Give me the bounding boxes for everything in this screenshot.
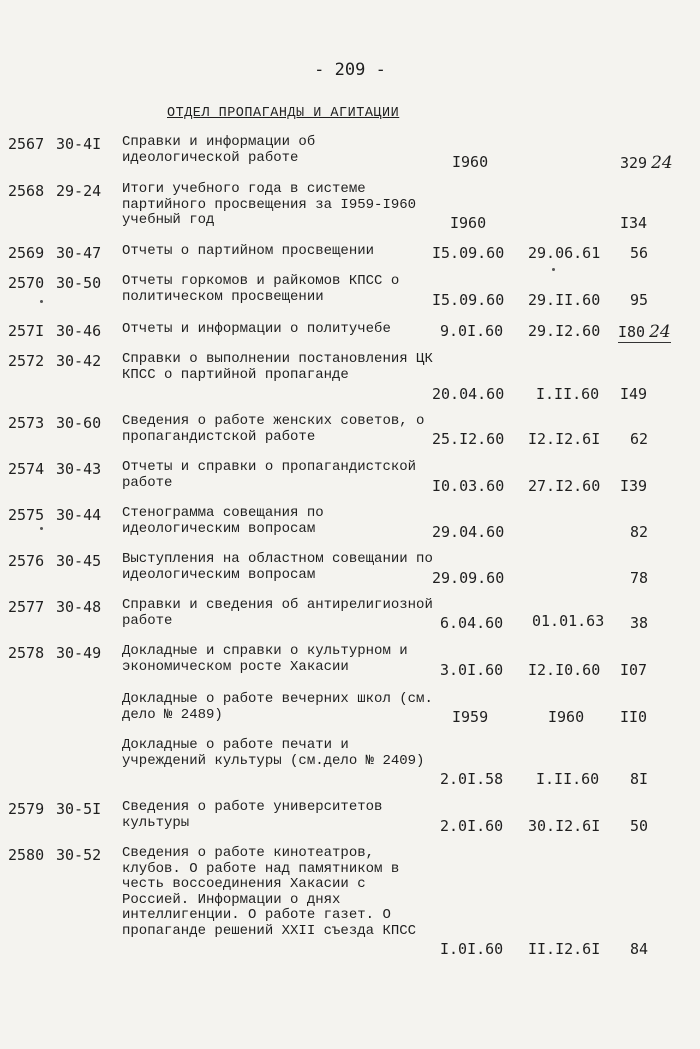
scan-speck [40, 300, 43, 303]
leaf-count: 329 24 [620, 153, 673, 173]
leaf-count: 62 [630, 430, 649, 448]
leaf-count: I80 24 [618, 322, 671, 342]
end-date: 29.II.60 [528, 291, 601, 309]
start-date: 9.0I.60 [440, 322, 504, 340]
record-title: Итоги учебного года в системе партийного просвещения за I959-I960 учебный год [122, 181, 417, 228]
start-date: I.0I.60 [440, 940, 504, 958]
leaf-count: 38 [630, 614, 649, 632]
end-date: 29.I2.60 [528, 322, 601, 340]
record-number: 2579 [8, 800, 45, 818]
leaf-count: I34 [620, 214, 648, 232]
file-reference: 30-45 [56, 552, 102, 570]
record-number: 2576 [8, 552, 45, 570]
handwritten-note: 24 [651, 153, 673, 173]
start-date: 20.04.60 [432, 385, 505, 403]
file-reference: 30-42 [56, 352, 102, 370]
leaf-count: I07 [620, 661, 648, 679]
start-date: I5.09.60 [432, 244, 505, 262]
start-date: I960 [452, 153, 489, 171]
end-date: 30.I2.6I [528, 817, 601, 835]
end-date: 01.01.63 [532, 612, 605, 630]
record-title: Стенограмма совещания по идеологическим вопросам [122, 505, 324, 537]
record-number: 2567 [8, 135, 45, 153]
record-number: 2574 [8, 460, 45, 478]
start-date: 29.09.60 [432, 569, 505, 587]
file-reference: 30-47 [56, 244, 102, 262]
leaf-count: II0 [620, 708, 648, 726]
end-date: I.II.60 [536, 770, 600, 788]
end-date: 29.06.61 [528, 244, 601, 262]
start-date: 2.0I.58 [440, 770, 504, 788]
leaf-count: 50 [630, 817, 649, 835]
page-number: - 209 - [314, 60, 386, 80]
record-number: 2580 [8, 846, 45, 864]
start-date: I5.09.60 [432, 291, 505, 309]
end-date: I960 [548, 708, 585, 726]
record-number: 2568 [8, 182, 45, 200]
leaf-count: 8I [630, 770, 649, 788]
record-number: 2575 [8, 506, 45, 524]
record-title: Отчеты горкомов и райкомов КПСС о политическом просвещении [122, 273, 400, 305]
record-title: Докладные и справки о культурном и экономическом росте Хакасии [122, 643, 408, 675]
leaf-count: 84 [630, 940, 649, 958]
start-date: 6.04.60 [440, 614, 504, 632]
end-date: 27.I2.60 [528, 477, 601, 495]
leaf-count: I49 [620, 385, 648, 403]
record-title: Сведения о работе женских советов, о пропагандистской работе [122, 413, 425, 445]
file-reference: 30-44 [56, 506, 102, 524]
record-title: Сведения о работе университетов культуры [122, 799, 383, 831]
file-reference: 30-48 [56, 598, 102, 616]
record-title: Отчеты о партийном просвещении [122, 243, 375, 259]
start-date: I959 [452, 708, 489, 726]
end-date: I2.I0.60 [528, 661, 601, 679]
scan-speck [552, 268, 555, 271]
record-title: Отчеты и справки о пропагандистской работе [122, 459, 417, 491]
record-number: 2578 [8, 644, 45, 662]
file-reference: 30-46 [56, 322, 102, 340]
record-title: Докладные о работе вечерних школ (см. дело № 2489) [122, 691, 433, 723]
file-reference: 30-60 [56, 414, 102, 432]
record-number: 257I [8, 322, 45, 340]
record-title: Справки и сведения об антирелигиозной работе [122, 597, 433, 629]
file-reference: 29-24 [56, 182, 102, 200]
record-title: Справки о выполнении постановления ЦК КПСС о партийной пропаганде [122, 351, 433, 383]
file-reference: 30-50 [56, 274, 102, 292]
file-reference: 30-43 [56, 460, 102, 478]
start-date: I960 [450, 214, 487, 232]
record-title: Отчеты и информации о политучебе [122, 321, 391, 337]
record-number: 2577 [8, 598, 45, 616]
record-title: Справки и информации об идеологической работе [122, 134, 316, 166]
file-reference: 30-49 [56, 644, 102, 662]
record-title: Докладные о работе печати и учреждений культуры (см.дело № 2409) [122, 737, 425, 769]
start-date: 29.04.60 [432, 523, 505, 541]
start-date: 25.I2.60 [432, 430, 505, 448]
start-date: I0.03.60 [432, 477, 505, 495]
record-number: 2572 [8, 352, 45, 370]
leaf-count: 78 [630, 569, 649, 587]
leaf-count: 56 [630, 244, 649, 262]
record-number: 2569 [8, 244, 45, 262]
handwritten-note: 24 [649, 322, 671, 342]
end-date: II.I2.6I [528, 940, 601, 958]
record-number: 2573 [8, 414, 45, 432]
file-reference: 30-52 [56, 846, 102, 864]
file-reference: 30-4I [56, 135, 102, 153]
end-date: I2.I2.6I [528, 430, 601, 448]
leaf-count: 95 [630, 291, 649, 309]
record-title: Выступления на областном совещании по идеологическим вопросам [122, 551, 433, 583]
leaf-count: 82 [630, 523, 649, 541]
record-number: 2570 [8, 274, 45, 292]
leaf-count: I39 [620, 477, 648, 495]
end-date: I.II.60 [536, 385, 600, 403]
file-reference: 30-5I [56, 800, 102, 818]
section-heading: ОТДЕЛ ПРОПАГАНДЫ И АГИТАЦИИ [167, 106, 400, 121]
start-date: 3.0I.60 [440, 661, 504, 679]
record-title: Сведения о работе кинотеатров, клубов. О работе над памятником в честь воссоединения Хакасии с Россией. Информации о днях интеллигенции. О работе газет. О пропаганде решений XXII съезда КПСС [122, 845, 417, 939]
start-date: 2.0I.60 [440, 817, 504, 835]
scan-speck [40, 527, 43, 530]
